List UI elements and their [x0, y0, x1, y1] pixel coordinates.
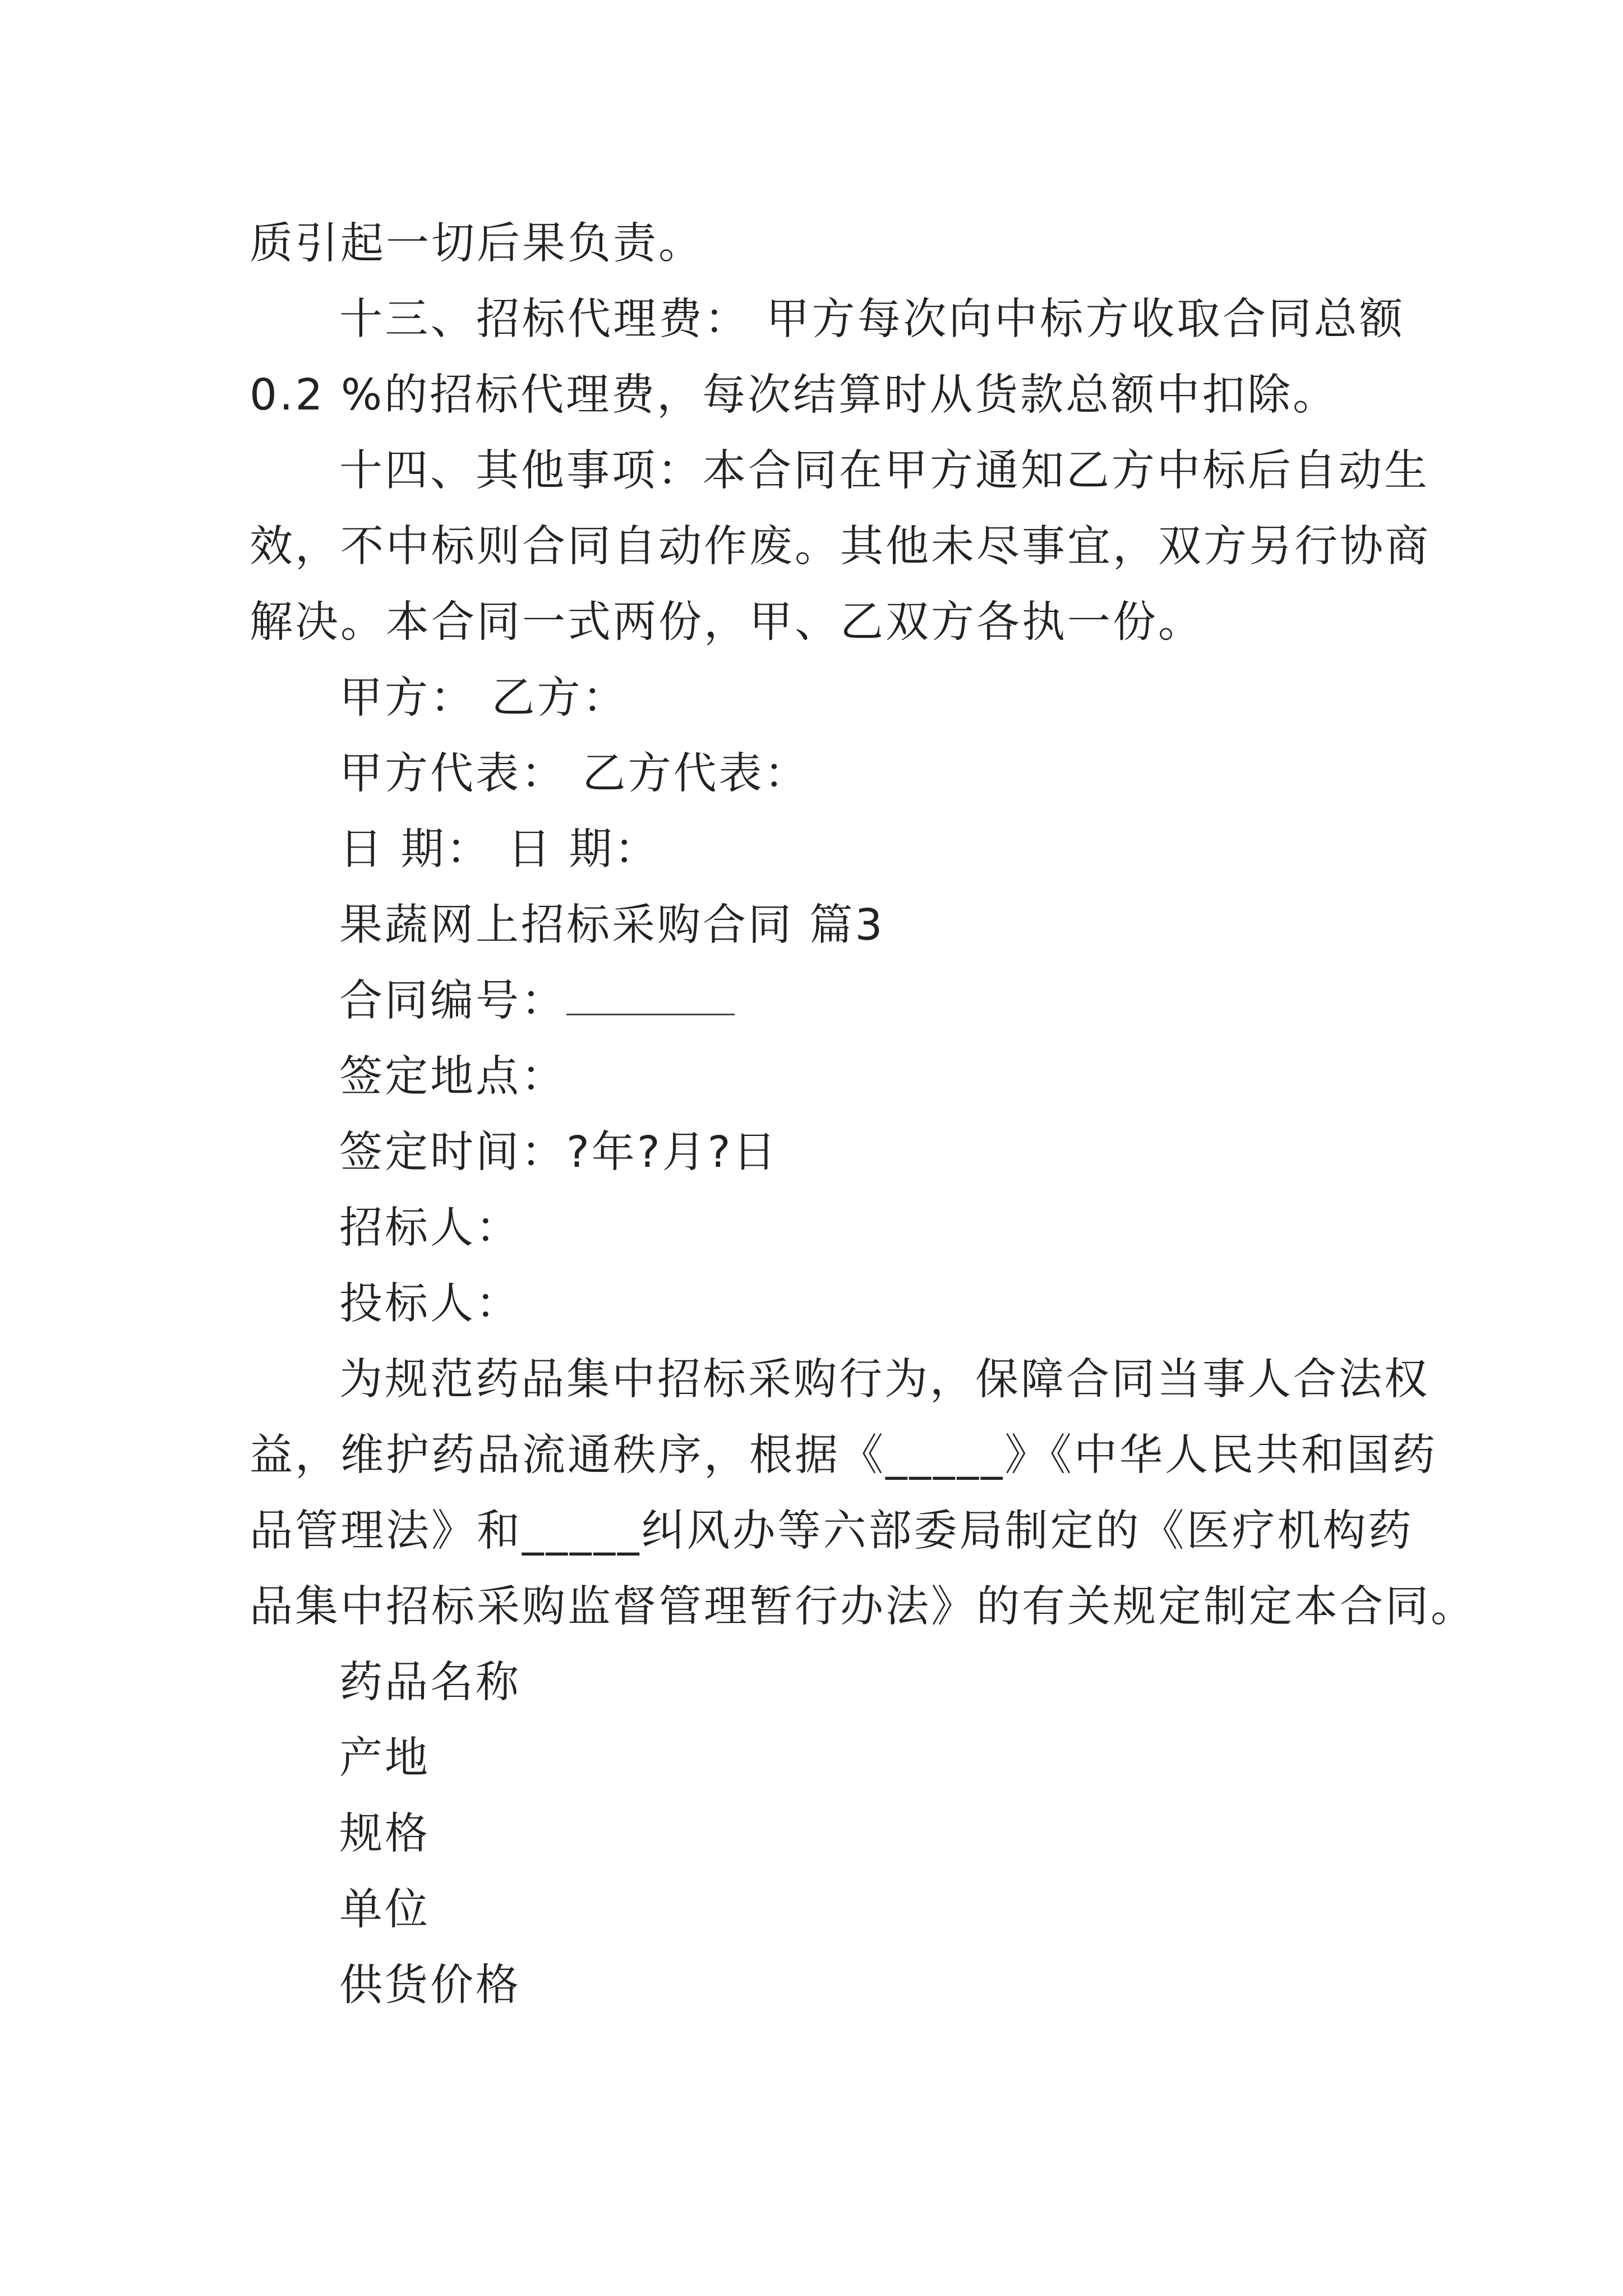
date-signature-line: 日 期： 日 期：: [339, 825, 660, 875]
field-origin: 产地: [339, 1733, 430, 1783]
field-drug-name: 药品名称: [339, 1658, 521, 1708]
clause-14-line-1: 十四、其他事项：本合同在甲方通知乙方中标后自动生: [339, 446, 1430, 496]
contract-number-label: 合同编号：: [339, 976, 566, 1026]
signing-place-line: 签定地点：: [339, 1052, 566, 1102]
field-unit: 单位: [339, 1885, 430, 1935]
signing-time-line: 签定时间：?年?月?日: [339, 1128, 778, 1177]
clause-13-line-1: 十三、招标代理费： 甲方每次向中标方收取合同总额: [339, 295, 1405, 344]
contract-number-row: [339, 970, 1405, 1032]
party-signature-line: 甲方： 乙方：: [339, 673, 628, 723]
preamble-line-1: 为规范药品集中招标采购行为，保障合同当事人合法权: [339, 1355, 1430, 1405]
clause-14-line-3: 解决。本合同一式两份，甲、乙双方各执一份。: [250, 597, 1204, 647]
preamble-line-4: 品集中招标采购监督管理暂行办法》的有关规定制定本合同。: [250, 1582, 1476, 1632]
field-supply-price: 供货价格: [339, 1961, 521, 2010]
section-title: 果蔬网上招标采购合同 篇3: [339, 900, 885, 950]
clause-14-line-2: 效，不中标则合同自动作废。其他未尽事宜，双方另行协商: [250, 522, 1431, 572]
paragraph-line-1: 质引起一切后果负责。: [250, 219, 704, 269]
preamble-line-3: 品管理法》和_____纠风办等六部委局制定的《医疗机构药: [250, 1506, 1414, 1556]
clause-13-line-2: 0.2 %的招标代理费，每次结算时从货款总额中扣除。: [250, 370, 1339, 420]
field-specification: 规格: [339, 1809, 430, 1859]
tenderer-line: 招标人：: [339, 1203, 521, 1253]
contract-number-blank: [566, 974, 735, 1015]
preamble-line-2: 益，维护药品流通秩序，根据《_____》《中华人民共和国药: [250, 1430, 1437, 1480]
bidder-line: 投标人：: [339, 1279, 521, 1329]
representative-signature-line: 甲方代表： 乙方代表：: [339, 749, 810, 799]
